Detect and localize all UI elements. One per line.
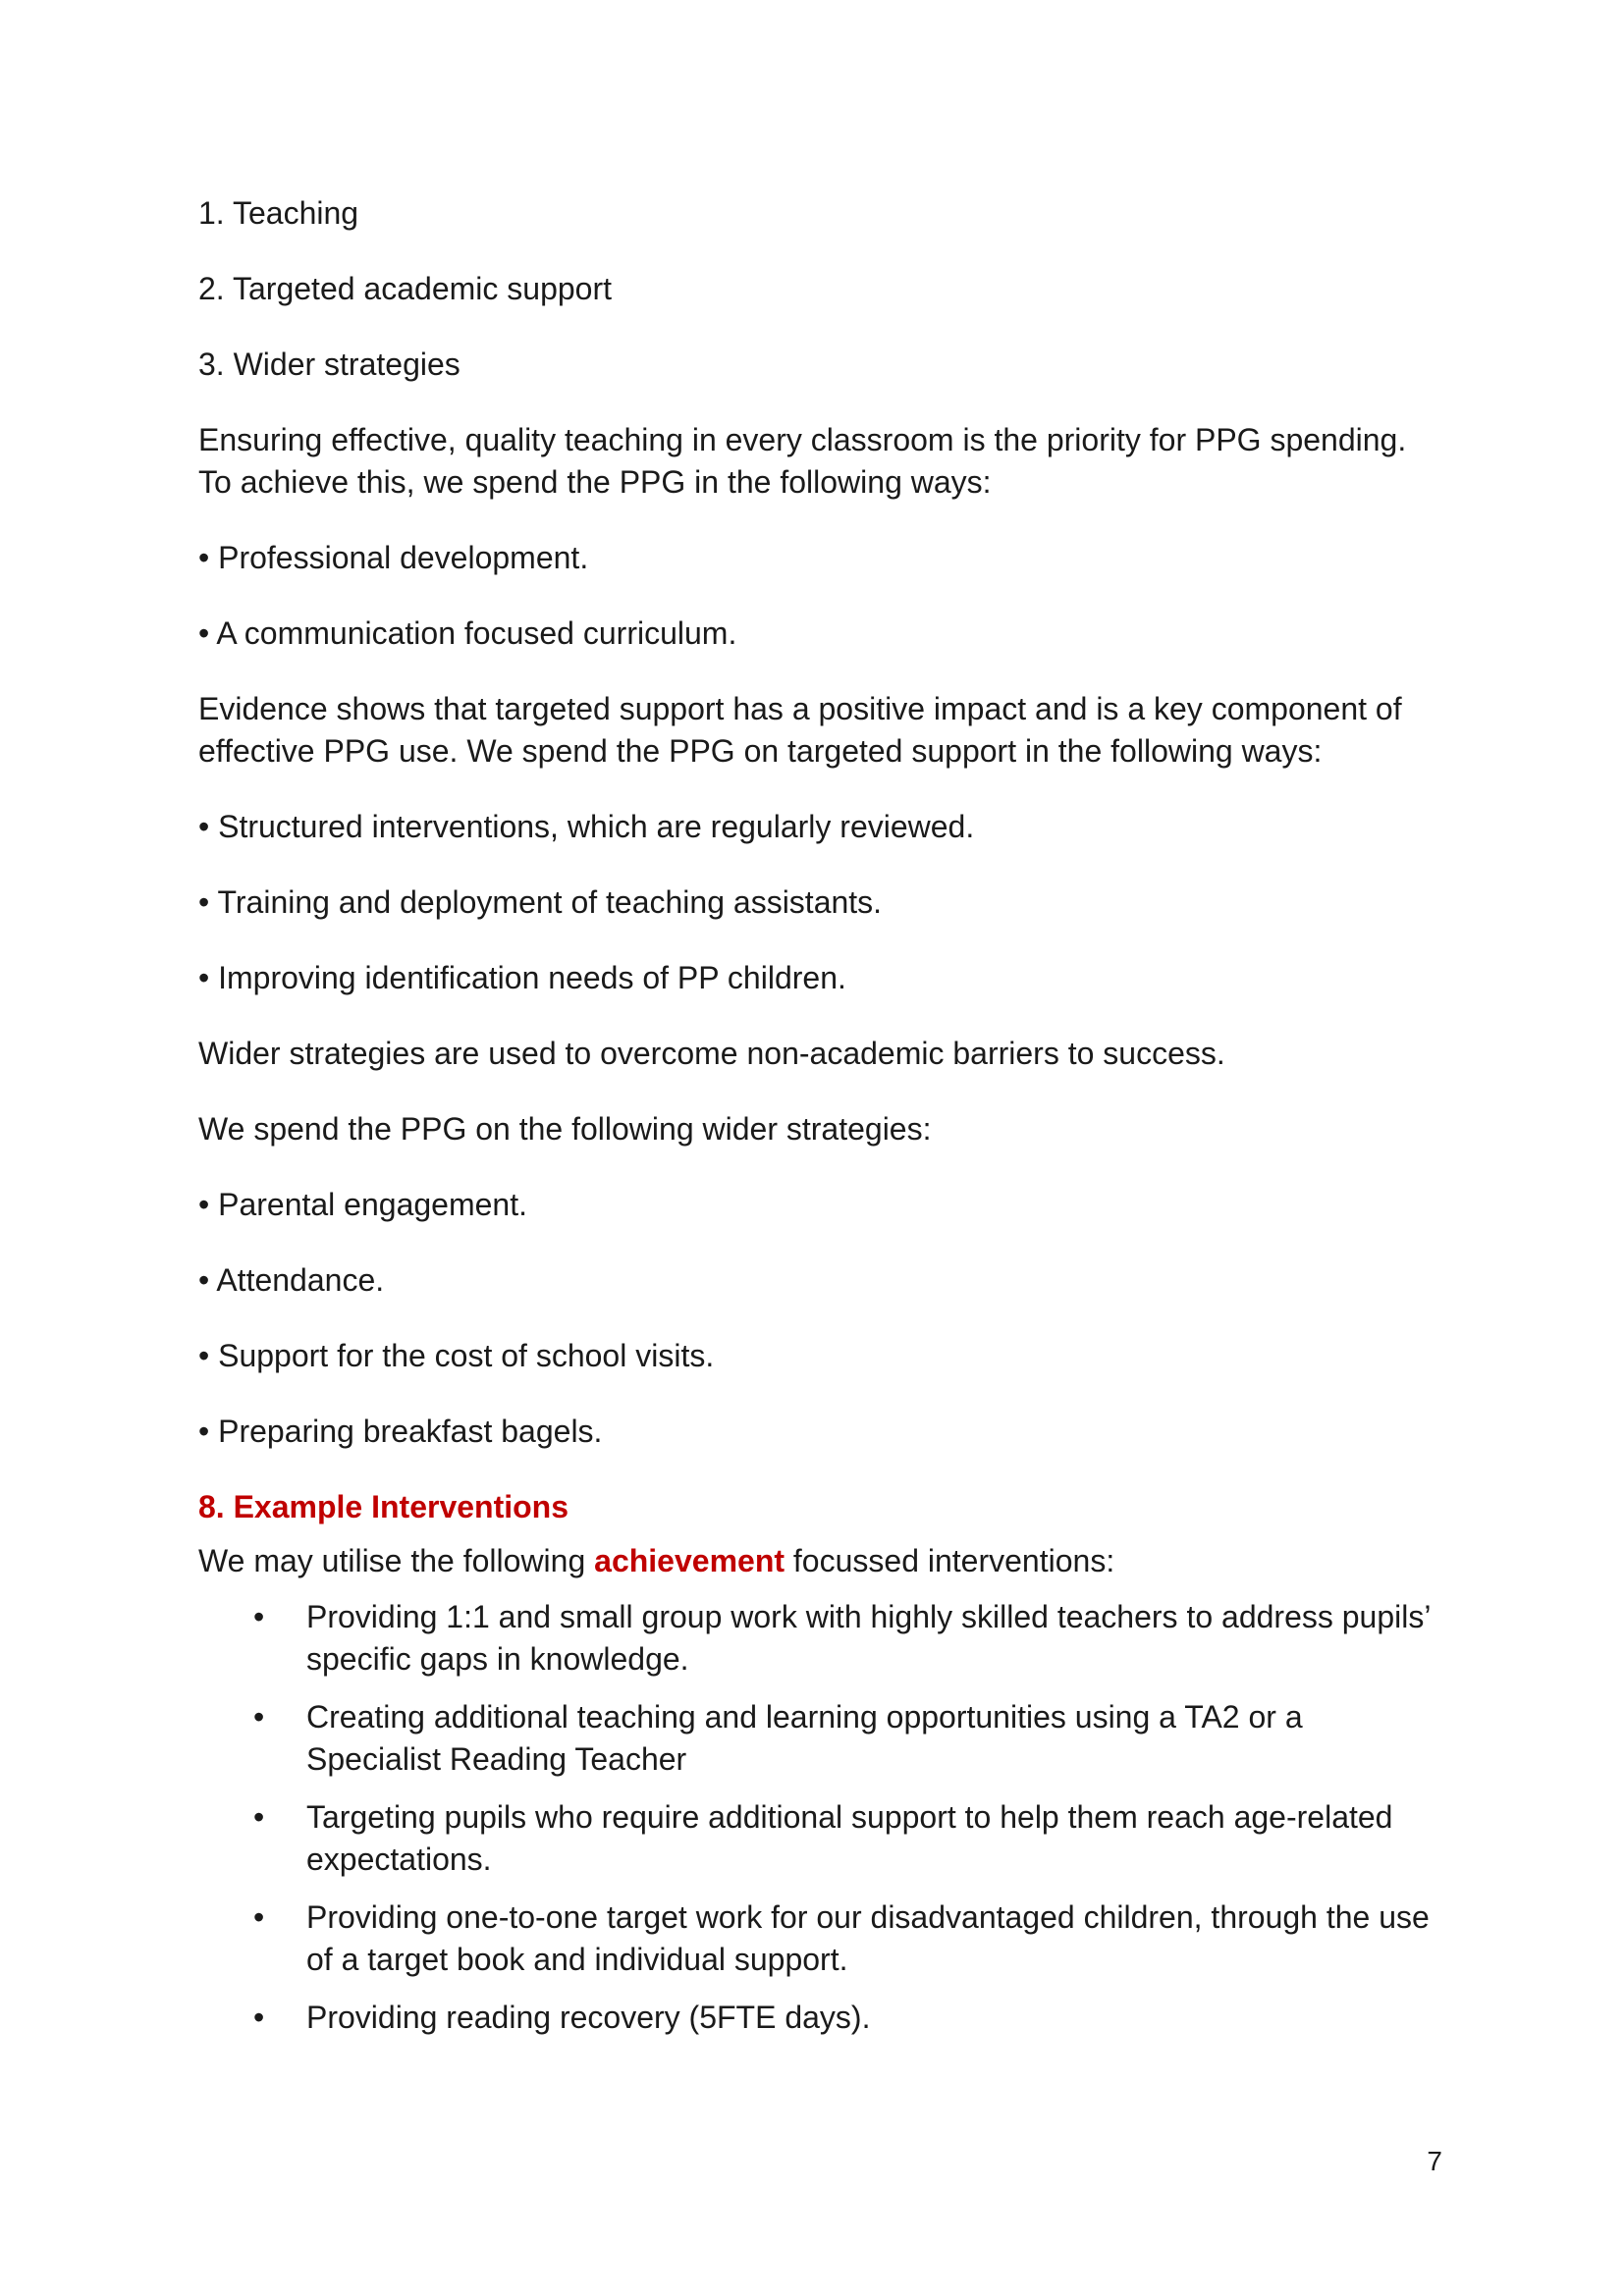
targeted-bullet-2: • Training and deployment of teaching assistants. [198,884,883,920]
teaching-bullet-1: • Professional development. [198,540,589,575]
wider-bullet-3: • Support for the cost of school visits. [198,1338,715,1373]
wider-bullet-2: • Attendance. [198,1262,385,1298]
list-item [198,1696,1445,1781]
bullet-icon: • [253,1699,265,1735]
numbered-item-1: 1. Teaching [198,195,359,231]
wider-intro-1: Wider strategies are used to overcome non-academic barriers to success. [198,1036,1225,1071]
interventions-lead-after: focussed interventions: [785,1543,1115,1578]
list-item-text: Creating additional teaching and learning opportunities using a TA2 or a Specialist Reading Teacher [306,1699,1303,1777]
page-content [198,192,1445,2055]
interventions-lead [198,1540,1445,1582]
list-item [198,1596,1445,1681]
interventions-lead-before: We may utilise the following [198,1543,595,1578]
list-item [198,1997,1445,2039]
teaching-intro: Ensuring effective, quality teaching in every classroom is the priority for PPG spending. To achieve this, we spend the PPG in the following ways: [198,422,1407,500]
numbered-item-3: 3. Wider strategies [198,347,460,382]
interventions-lead-highlight: achievement [594,1543,785,1578]
page-number: 7 [1427,2146,1442,2176]
targeted-intro: Evidence shows that targeted support has a positive impact and is a key component of effective PPG use. We spend the PPG on targeted support in the following ways: [198,691,1402,769]
wider-bullet-1: • Parental engagement. [198,1187,527,1222]
targeted-bullet-3: • Improving identification needs of PP children. [198,960,846,995]
teaching-bullet-2: • A communication focused curriculum. [198,615,737,651]
list-item [198,1896,1445,1981]
list-item-text: Targeting pupils who require additional support to help them reach age-related expectations. [306,1799,1393,1877]
bullet-icon: • [253,1599,265,1634]
section-heading: 8. Example Interventions [198,1489,569,1524]
interventions-list [198,1596,1445,2039]
bullet-icon: • [253,1799,265,1835]
list-item-text: Providing reading recovery (5FTE days). [306,2000,871,2035]
bullet-icon: • [253,2000,265,2035]
targeted-bullet-1: • Structured interventions, which are regularly reviewed. [198,809,975,844]
bullet-icon: • [253,1899,265,1935]
wider-intro-2: We spend the PPG on the following wider strategies: [198,1111,932,1147]
list-item-text: Providing 1:1 and small group work with highly skilled teachers to address pupils’ specific gaps in knowledge. [306,1599,1431,1677]
numbered-item-2: 2. Targeted academic support [198,271,612,306]
wider-bullet-4: • Preparing breakfast bagels. [198,1414,603,1449]
list-item-text: Providing one-to-one target work for our disadvantaged children, through the use of a target book and individual support. [306,1899,1430,1977]
list-item [198,1796,1445,1881]
